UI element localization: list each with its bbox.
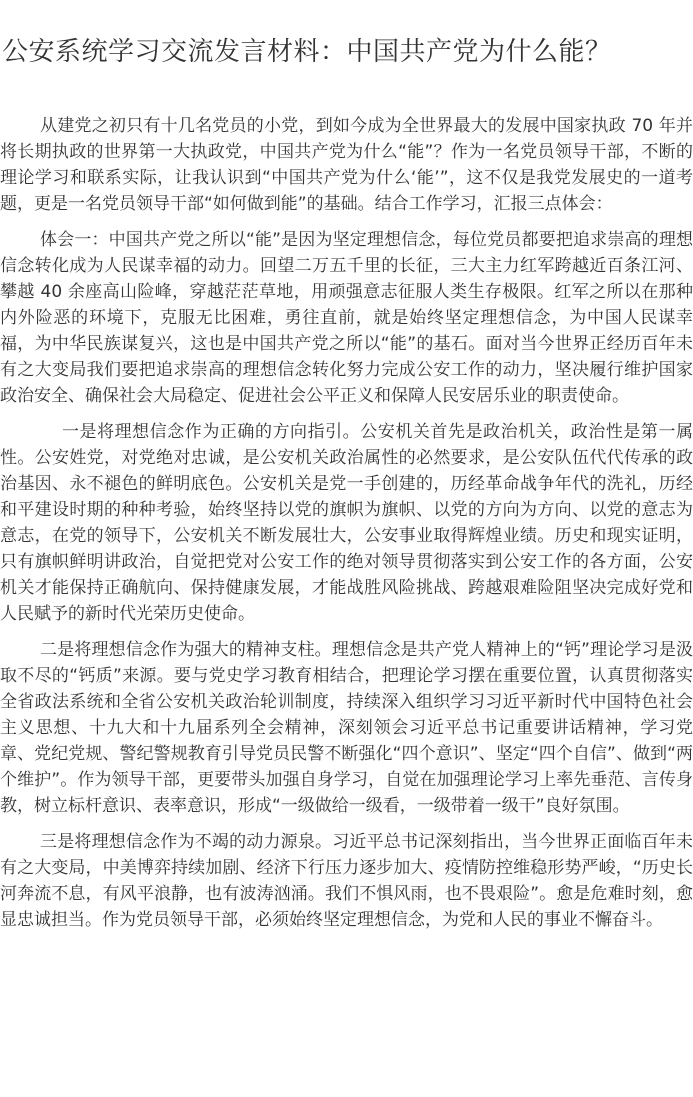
article-body xyxy=(0,113,693,943)
point-two-paragraph: 二是将理想信念作为强大的精神支柱。理想信念是共产党人精神上的“钙”理论学习是汲取不尽的“钙质”来源。要与党史学习教育相结合，把理论学习摆在重要位置，认真贯彻落实全省政法系统和全省公安机关政治轮训制度，持续深入组织学习习近平新时代中国特色社会主义思想、十九大和十九届系列全会精神，深刻领会习近平总书记重要讲话精神，学习党章、党纪党规、警纪警规教育引导党员民警不断强化“四个意识”、坚定“四个自信”、做到“两个维护”。作为领导干部，更要带头加强自身学习，自觉在加强理论学习上率先垂范、言传身教，树立标杆意识、表率意识，形成“一级做给一级看，一级带着一级干”良好氛围。 xyxy=(0,640,693,816)
intro-paragraph: 从建党之初只有十几名党员的小党，到如今成为全世界最大的发展中国家执政 70 年并将长期执政的世界第一大执政党，中国共产党为什么“能”？作为一名党员领导干部，不断的理论学习和联系实际，让我认识到“中国共产党为什么‘能’”，这不仅是我党发展史的一道考题，更是一名党员领导干部“如何做到能”的基础。结合工作学习，汇报三点体会： xyxy=(0,116,693,214)
point-one-paragraph: 一是将理想信念作为正确的方向指引。公安机关首先是政治机关，政治性是第一属性。公安姓党，对党绝对忠诚，是公安机关政治属性的必然要求，是公安队伍代代传承的政治基因、永不褪色的鲜明底色。公安机关是党一手创建的，历经革命战争年代的洗礼，历经和平建设时期的种种考验，始终坚持以党的旗帜为旗帜、以党的方向为方向、以党的意志为意志，在党的领导下，公安机关不断发展壮大，公安事业取得辉煌业绩。历史和现实证明，只有旗帜鲜明讲政治，自觉把党对公安工作的绝对领导贯彻落实到公安工作的各方面，公安机关才能保持正确航向、保持健康发展，才能战胜风险挑战、跨越艰难险阻坚决完成好党和人民赋予的新时代光荣历史使命。 xyxy=(0,422,693,624)
point-three-paragraph: 三是将理想信念作为不竭的动力源泉。习近平总书记深刻指出，当今世界正面临百年未有之大变局，中美博弈持续加剧、经济下行压力逐步加大、疫情防控维稳形势严峻，“历史长河奔流不息，有风平浪静，也有波涛汹涌。我们不惧风雨，也不畏艰险”。愈是危难时刻，愈显忠诚担当。作为党员领导干部，必须始终坚定理想信念，为党和人民的事业不懈奋斗。 xyxy=(0,832,693,930)
insight-one-paragraph: 体会一：中国共产党之所以“能”是因为坚定理想信念，每位党员都要把追求崇高的理想信念转化成为人民谋幸福的动力。回望二万五千里的长征，三大主力红军跨越近百条江河、攀越 40 余座高山险峰，穿越茫茫草地，用顽强意志征服人类生存极限。红军之所以在那种内外险恶的环境下，克服无比困难，勇往直前，就是始终坚定理想信念，为中国人民谋幸福，为中华民族谋复兴，这也是中国共产党之所以“能”的基石。面对当今世界正经历百年未有之大变局我们要把追求崇高的理想信念转化努力完成公安工作的动力，坚决履行维护国家政治安全、确保社会大局稳定、促进社会公平正义和保障人民安居乐业的职责使命。 xyxy=(0,230,693,406)
document-title: 公安系统学习交流发言材料：中国共产党为什么能？ xyxy=(2,37,612,67)
